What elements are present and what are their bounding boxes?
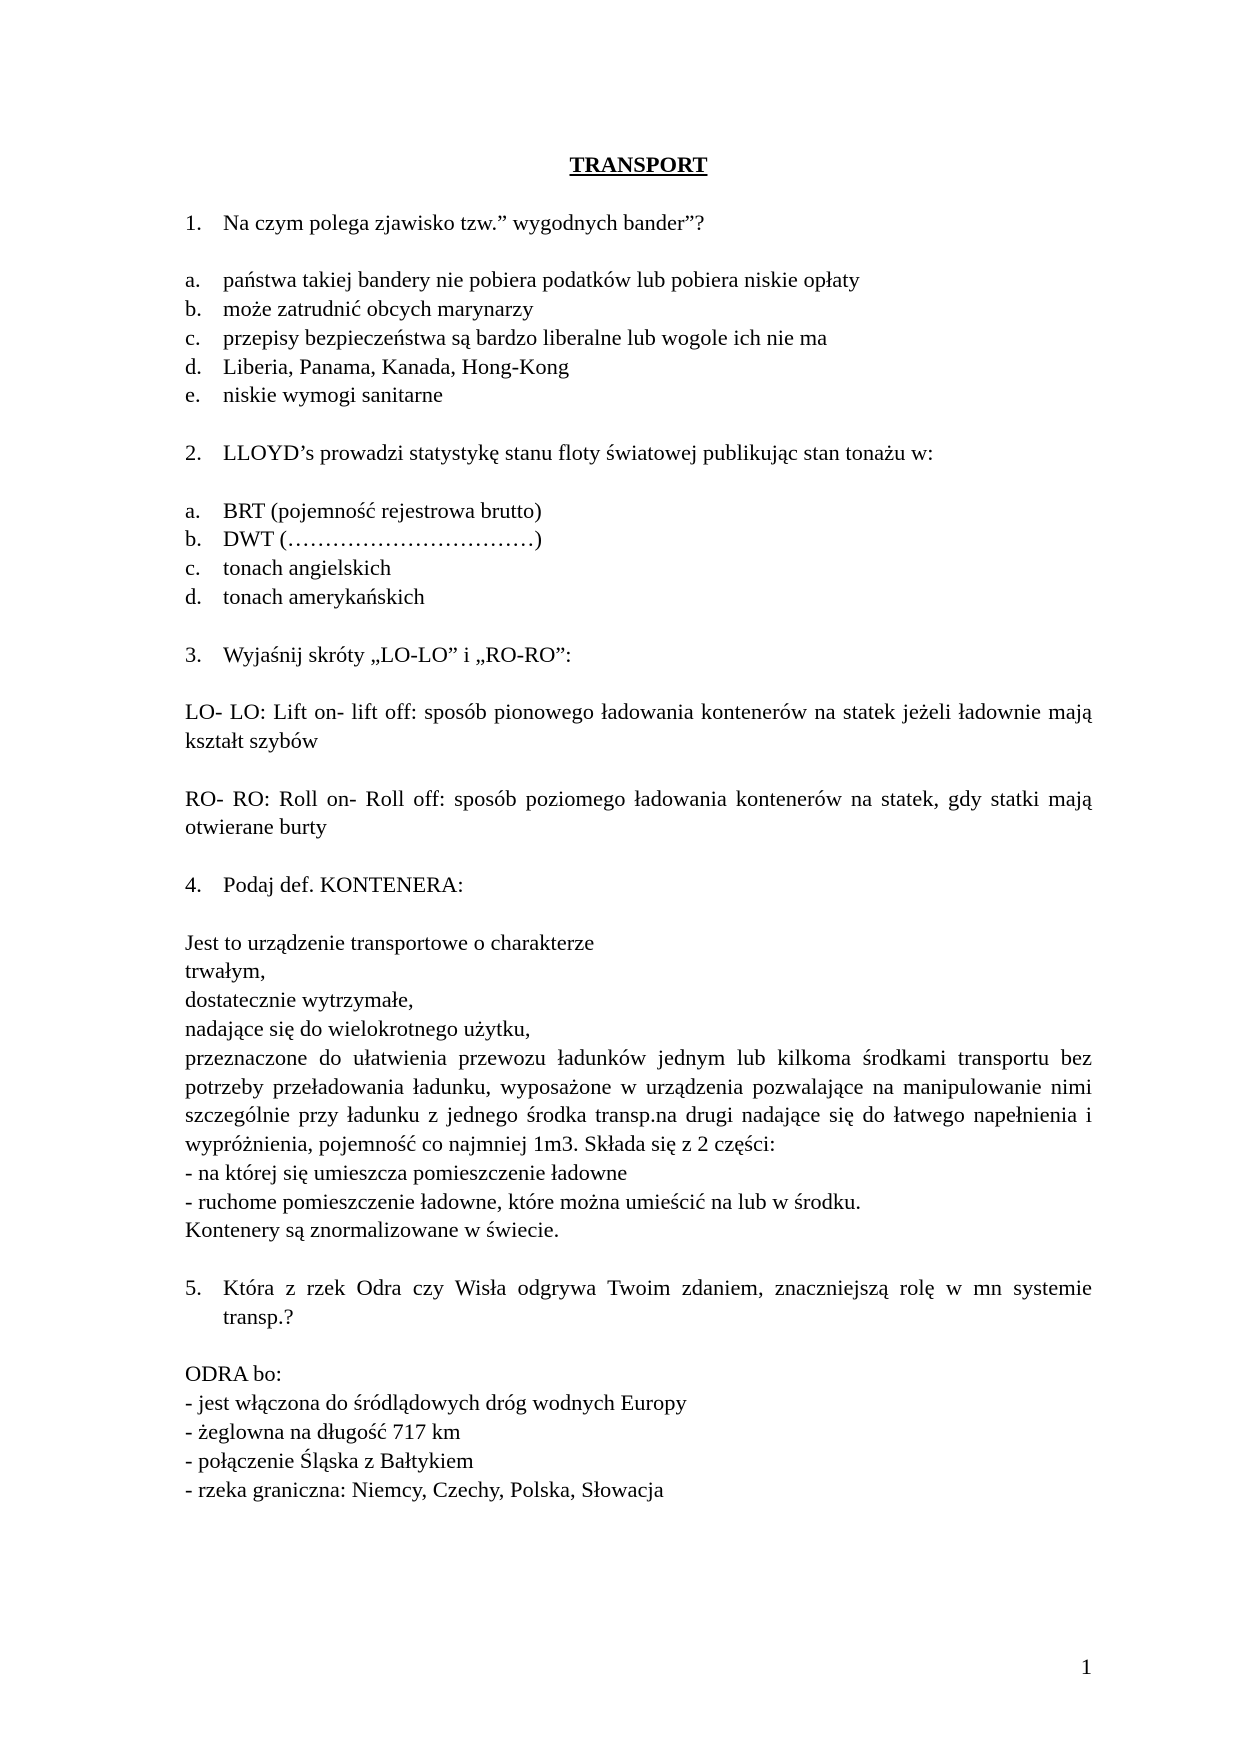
list-marker: c. — [185, 555, 201, 581]
roro-definition: RO- RO: Roll on- Roll off: sposób poziomego ładowania kontenerów na statek, gdy statki mają otwierane burty — [185, 785, 1092, 840]
list-marker: d. — [185, 353, 202, 379]
question-2-number: 2. — [185, 439, 202, 465]
definition-line: trwałym, — [185, 958, 266, 984]
question-4-number: 4. — [185, 871, 202, 897]
question-1-number: 1. — [185, 209, 202, 235]
list-marker: b. — [185, 295, 202, 321]
list-item-text: DWT (……………………………) — [223, 526, 542, 552]
list-item-text: może zatrudnić obcych marynarzy — [223, 295, 534, 321]
definition-part: - na której się umieszcza pomieszczenie ładowne — [185, 1159, 628, 1185]
question-2-text: LLOYD’s prowadzi statystykę stanu floty światowej publikując stan tonażu w: — [223, 439, 934, 465]
list-item — [185, 525, 1092, 554]
odra-point: - połączenie Śląska z Bałtykiem — [185, 1447, 474, 1473]
list-marker: c. — [185, 324, 201, 350]
list-marker: b. — [185, 526, 202, 552]
list-item-text: tonach amerykańskich — [223, 583, 425, 609]
list-item — [185, 583, 1092, 612]
odra-point: - żeglowna na długość 717 km — [185, 1419, 461, 1445]
odra-lead: ODRA bo: — [185, 1361, 282, 1387]
list-marker: d. — [185, 583, 202, 609]
question-4-text: Podaj def. KONTENERA: — [223, 871, 464, 897]
list-item-text: tonach angielskich — [223, 555, 392, 581]
list-item-text: BRT (pojemność rejestrowa brutto) — [223, 497, 542, 523]
question-5 — [185, 1274, 1092, 1332]
definition-closing: Kontenery są znormalizowane w świecie. — [185, 1217, 560, 1243]
question-3-number: 3. — [185, 641, 202, 667]
list-item — [185, 295, 1092, 324]
question-3-text: Wyjaśnij skróty „LO-LO” i „RO-RO”: — [223, 641, 572, 667]
list-item — [185, 554, 1092, 583]
question-4 — [185, 871, 1092, 900]
lolo-definition: LO- LO: Lift on- lift off: sposób pionowego ładowania kontenerów na statek jeżeli ładownie mają kształt szybów — [185, 699, 1092, 753]
question-3 — [185, 641, 1092, 670]
list-item-text: niskie wymogi sanitarne — [223, 382, 443, 408]
definition-line: dostatecznie wytrzymałe, — [185, 987, 414, 1013]
definition-paragraph: przeznaczone do ułatwienia przewozu ładunków jednym lub kilkoma środkami transportu bez potrzeby przeładowania ładunku, wyposażone w urządzenia pozwalające na manipulowanie nimi szczególnie przy ładunku z jednego środka transp.na drugi nadające się do łatwego napełnienia i wypróżnienia, pojemność co najmniej 1m3. Składa się z 2 części: — [185, 1044, 1092, 1157]
document-title: TRANSPORT — [569, 152, 708, 177]
list-item-text: Liberia, Panama, Kanada, Hong-Kong — [223, 353, 570, 379]
question-2-answers — [185, 497, 1092, 612]
list-item — [185, 353, 1092, 382]
container-definition — [185, 929, 1092, 1246]
question-5-text: Która z rzek Odra czy Wisła odgrywa Twoim zdaniem, znaczniejszą rolę w mn systemie transp.? — [223, 1275, 1092, 1329]
definition-part: - ruchome pomieszczenie ładowne, które można umieścić na lub w środku. — [185, 1188, 862, 1214]
list-marker: a. — [185, 267, 201, 293]
list-item-text: przepisy bezpieczeństwa są bardzo liberalne lub wogole ich nie ma — [223, 324, 828, 350]
list-item — [185, 497, 1092, 526]
definition-line: Jest to urządzenie transportowe o charakterze — [185, 929, 595, 955]
odra-point: - rzeka graniczna: Niemcy, Czechy, Polska, Słowacja — [185, 1476, 664, 1502]
question-1-answers — [185, 266, 1092, 410]
odra-answer — [185, 1360, 1092, 1504]
question-2 — [185, 439, 1092, 468]
list-item — [185, 381, 1092, 410]
list-item — [185, 266, 1092, 295]
list-marker: e. — [185, 382, 201, 408]
definition-line: nadające się do wielokrotnego użytku, — [185, 1015, 531, 1041]
odra-point: - jest włączona do śródlądowych dróg wodnych Europy — [185, 1390, 687, 1416]
list-item-text: państwa takiej bandery nie pobiera podatków lub pobiera niskie opłaty — [223, 267, 860, 293]
page-number: 1 — [1080, 1654, 1092, 1679]
question-5-number: 5. — [185, 1275, 202, 1301]
list-item — [185, 324, 1092, 353]
list-marker: a. — [185, 497, 201, 523]
question-1-text: Na czym polega zjawisko tzw.” wygodnych bander”? — [223, 209, 705, 235]
question-1 — [185, 209, 1092, 238]
